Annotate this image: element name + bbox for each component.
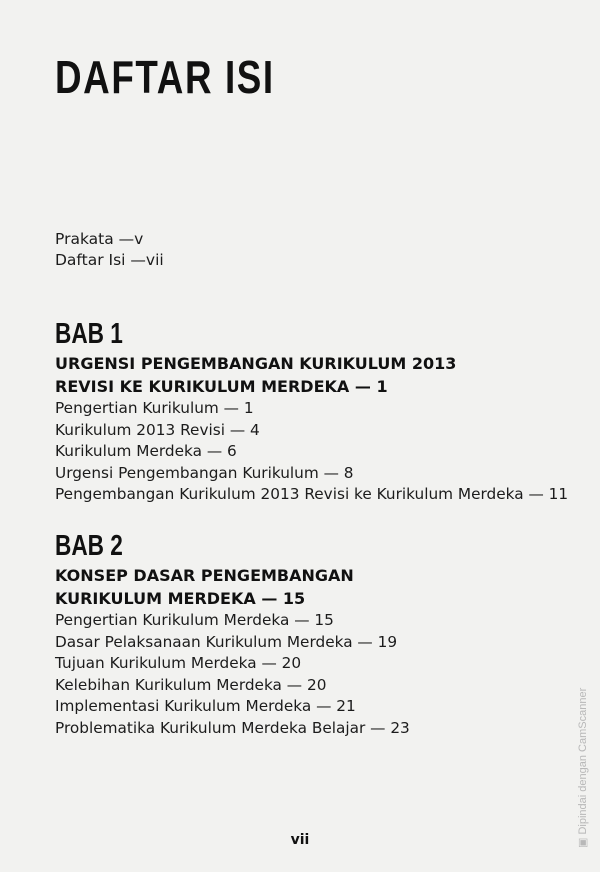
front-matter-list — [55, 229, 164, 271]
toc-entry: Kelebihan Kurikulum Merdeka — 20 — [55, 675, 327, 694]
chapter-label: BAB 1 — [55, 318, 123, 350]
chapter-title-line-1: URGENSI PENGEMBANGAN KURIKULUM 2013 — [55, 354, 457, 373]
toc-entry: Pengertian Kurikulum Merdeka — 15 — [55, 611, 334, 629]
toc-entry: Tujuan Kurikulum Merdeka — 20 — [55, 654, 302, 672]
toc-entry: Pengembangan Kurikulum 2013 Revisi ke Kurikulum Merdeka — 11 — [55, 485, 569, 503]
toc-entry: Dasar Pelaksanaan Kurikulum Merdeka — 19 — [55, 632, 398, 651]
entry-label: Prakata — [55, 230, 114, 248]
page-number: vii — [290, 832, 310, 848]
scanner-watermark — [576, 688, 589, 848]
entry-label: Daftar Isi — [55, 251, 126, 269]
toc-entry: Problematika Kurikulum Merdeka Belajar — 23 — [55, 718, 410, 737]
chapter-2 — [55, 530, 410, 739]
chapter-title-line-2: REVISI KE KURIKULUM MERDEKA — 1 — [55, 377, 388, 396]
toc-entry-prakata: Prakata —v — [55, 230, 144, 248]
toc-entry: Implementasi Kurikulum Merdeka — 21 — [55, 697, 356, 715]
toc-entry: Pengertian Kurikulum — 1 — [55, 399, 254, 417]
chapter-1 — [55, 318, 568, 506]
toc-entry: Kurikulum Merdeka — 6 — [55, 442, 237, 460]
chapter-title-line-2: KURIKULUM MERDEKA — 15 — [55, 589, 306, 608]
chapter-label: BAB 2 — [55, 530, 123, 562]
page-title: DAFTAR ISI — [55, 51, 275, 103]
toc-entry: Urgensi Pengembangan Kurikulum — 8 — [55, 463, 354, 482]
entry-page: v — [134, 230, 144, 248]
scanner-logo-icon: ▣ — [577, 837, 589, 848]
chapter-title-line-1: KONSEP DASAR PENGEMBANGAN — [55, 566, 354, 585]
toc-entry-daftar-isi: Daftar Isi —vii — [55, 251, 164, 269]
toc-entry: Kurikulum 2013 Revisi — 4 — [55, 420, 260, 439]
entry-page: vii — [145, 251, 164, 269]
scanner-watermark-text: Dipindai dengan CamScanner — [577, 687, 589, 835]
